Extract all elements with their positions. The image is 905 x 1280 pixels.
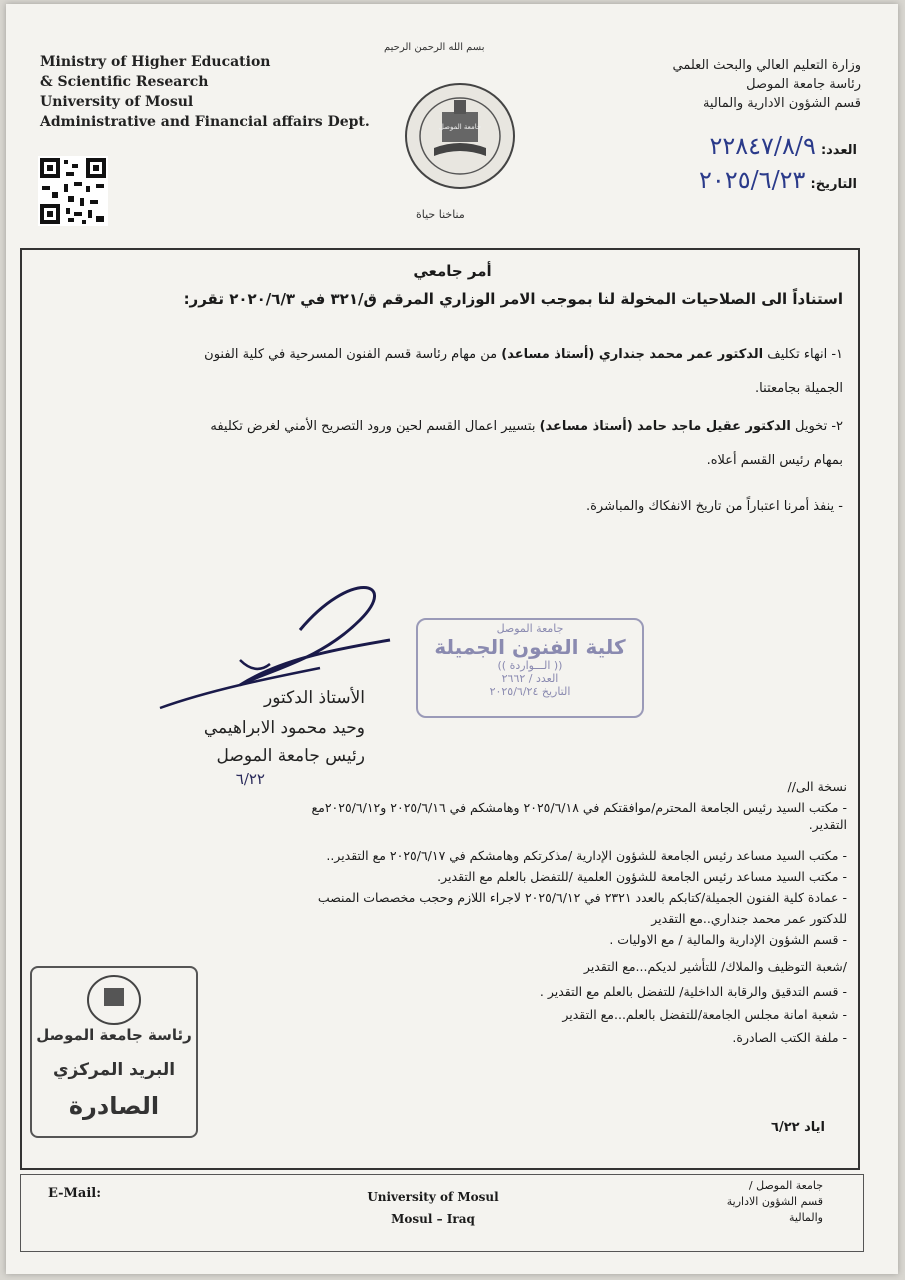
stamp-kind: (( الـــواردة )) bbox=[497, 659, 563, 672]
central-mail-stamp bbox=[30, 966, 198, 1138]
copy-line: - عمادة كلية الفنون الجميلة/كتابكم بالعدد ٢٣٢١ في ٢٠٢٥/٦/١٢ لاجراء اللازم وحجب مخصصات المنصب bbox=[317, 890, 847, 905]
item-prefix: - bbox=[834, 499, 843, 514]
signatory-title: الأستاذ الدكتور bbox=[264, 688, 365, 708]
number-label: العدد: bbox=[820, 143, 857, 158]
arabic-header bbox=[673, 56, 861, 113]
en-header-line: Administrative and Financial affairs Dept. bbox=[40, 114, 370, 130]
copy-line: - مكتب السيد رئيس الجامعة المحترم/موافقتكم في ٢٠٢٥/٦/١٨ وهامشكم في ٢٠٢٥/٦/١٦ و٢٠٢٥/٦/١٢مع bbox=[311, 800, 847, 815]
signature-date: ٦/٢٢ bbox=[235, 770, 265, 788]
copy-line: /شعبة التوظيف والملاك/ للتأشير لديكم...مع التقدير bbox=[583, 959, 847, 974]
item-bold: الدكتور عقيل ماجد حامد (أستاذ مساعد) bbox=[539, 419, 791, 434]
item-rest: من مهام رئاسة قسم الفنون المسرحية في كلية الفنون bbox=[204, 347, 502, 362]
copy-line: للدكتور عمر محمد جنداري..مع التقدير bbox=[651, 911, 847, 926]
copy-line: - مكتب السيد مساعد رئيس الجامعة للشؤون الإدارية /مذكرتكم وهامشكم في ٢٠٢٥/٦/١٧ مع التقدير.. bbox=[326, 848, 847, 863]
stamp-faculty-name: كلية الفنون الجميلة bbox=[434, 635, 626, 659]
document-date bbox=[699, 166, 857, 194]
copy-line: - ملفة الكتب الصادرة. bbox=[732, 1030, 847, 1045]
en-header-line: Ministry of Higher Education bbox=[40, 54, 271, 70]
copy-line: - مكتب السيد مساعد رئيس الجامعة للشؤون العلمية /للتفضل بالعلم مع التقدير. bbox=[437, 869, 847, 884]
item-prefix: ١- انهاء تكليف bbox=[763, 347, 843, 362]
copy-line: التقدير. bbox=[808, 817, 847, 832]
item-line2: الجميلة بجامعتنا. bbox=[755, 381, 843, 396]
ar-header-line: وزارة التعليم العالي والبحث العلمي bbox=[672, 58, 861, 73]
item-prefix: ٢- تخويل bbox=[790, 419, 843, 434]
footer-center-line: Mosul – Iraq bbox=[391, 1212, 475, 1226]
order-item bbox=[53, 338, 843, 406]
footer-arabic bbox=[727, 1178, 823, 1226]
copy-line: - قسم الشؤون الإدارية والمالية / مع الاوليات . bbox=[609, 932, 847, 947]
footer-email-label: E-Mail: bbox=[48, 1186, 102, 1201]
date-value: ٢٠٢٥/٦/٢٣ bbox=[699, 166, 806, 194]
typist-initials: اياد ٦/٢٢ bbox=[771, 1120, 825, 1135]
document-intro: استناداً الى الصلاحيات المخولة لنا بموجب الامر الوزاري المرقم ق/٣٢١ في ٢٠٢٠/٦/٣ تقرر: bbox=[183, 290, 843, 308]
stamp-number: العدد / ٢٦٦٢ bbox=[501, 672, 559, 685]
document-number bbox=[709, 132, 857, 160]
copy-line: - قسم التدقيق والرقابة الداخلية/ للتفضل بالعلم مع التقدير . bbox=[539, 984, 847, 999]
stamp-top: جامعة الموصل bbox=[496, 622, 564, 635]
order-item bbox=[53, 410, 843, 478]
faculty-incoming-stamp bbox=[416, 618, 644, 718]
footer-center-line: University of Mosul bbox=[367, 1190, 499, 1204]
mail-stamp-line1: رئاسة جامعة الموصل bbox=[36, 1026, 192, 1044]
order-item bbox=[53, 490, 843, 524]
university-logo bbox=[404, 82, 516, 194]
item-bold: الدكتور عمر محمد جنداري (أستاذ مساعد) bbox=[501, 347, 764, 362]
ar-header-line: قسم الشؤون الادارية والمالية bbox=[702, 96, 861, 111]
item-line2: بمهام رئيس القسم أعلاه. bbox=[706, 453, 843, 468]
university-motto: مناخنا حياة bbox=[416, 208, 465, 221]
copies-heading: نسخة الى// bbox=[787, 779, 847, 794]
signatory-name: وحيد محمود الابراهيمي bbox=[203, 718, 365, 738]
footer-right-line: قسم الشؤون الادارية bbox=[726, 1195, 823, 1208]
number-value: ٢٢٨٤٧/٨/٩ bbox=[709, 132, 816, 160]
signatory-position: رئيس جامعة الموصل bbox=[216, 746, 365, 766]
footer-right-line: والمالية bbox=[789, 1211, 823, 1224]
copy-line: - شعبة امانة مجلس الجامعة/للتفضل بالعلم...مع التقدير bbox=[562, 1007, 847, 1022]
footer-center bbox=[348, 1186, 518, 1230]
date-label: التاريخ: bbox=[810, 177, 857, 192]
qr-code bbox=[38, 156, 108, 226]
mail-stamp-line3: الصادرة bbox=[68, 1092, 160, 1120]
logo-text: جامعة الموصل bbox=[438, 123, 482, 131]
en-header-line: & Scientific Research bbox=[40, 74, 209, 90]
document-title: أمر جامعي bbox=[413, 262, 492, 280]
basmala: بسم الله الرحمن الرحيم bbox=[384, 42, 485, 53]
english-header bbox=[40, 52, 370, 132]
ar-header-line: رئاسة جامعة الموصل bbox=[746, 77, 861, 92]
mail-stamp-line2: البريد المركزي bbox=[52, 1060, 176, 1080]
footer-right-line: جامعة الموصل / bbox=[748, 1179, 823, 1192]
item-rest: ينفذ أمرنا اعتباراً من تاريخ الانفكاك والمباشرة. bbox=[585, 499, 835, 514]
item-rest: بتسيير اعمال القسم لحين ورود التصريح الأمني لغرض تكليفه bbox=[210, 419, 540, 434]
stamp-date: التاريخ ٢٠٢٥/٦/٢٤ bbox=[489, 685, 571, 698]
en-header-line: University of Mosul bbox=[40, 94, 194, 110]
